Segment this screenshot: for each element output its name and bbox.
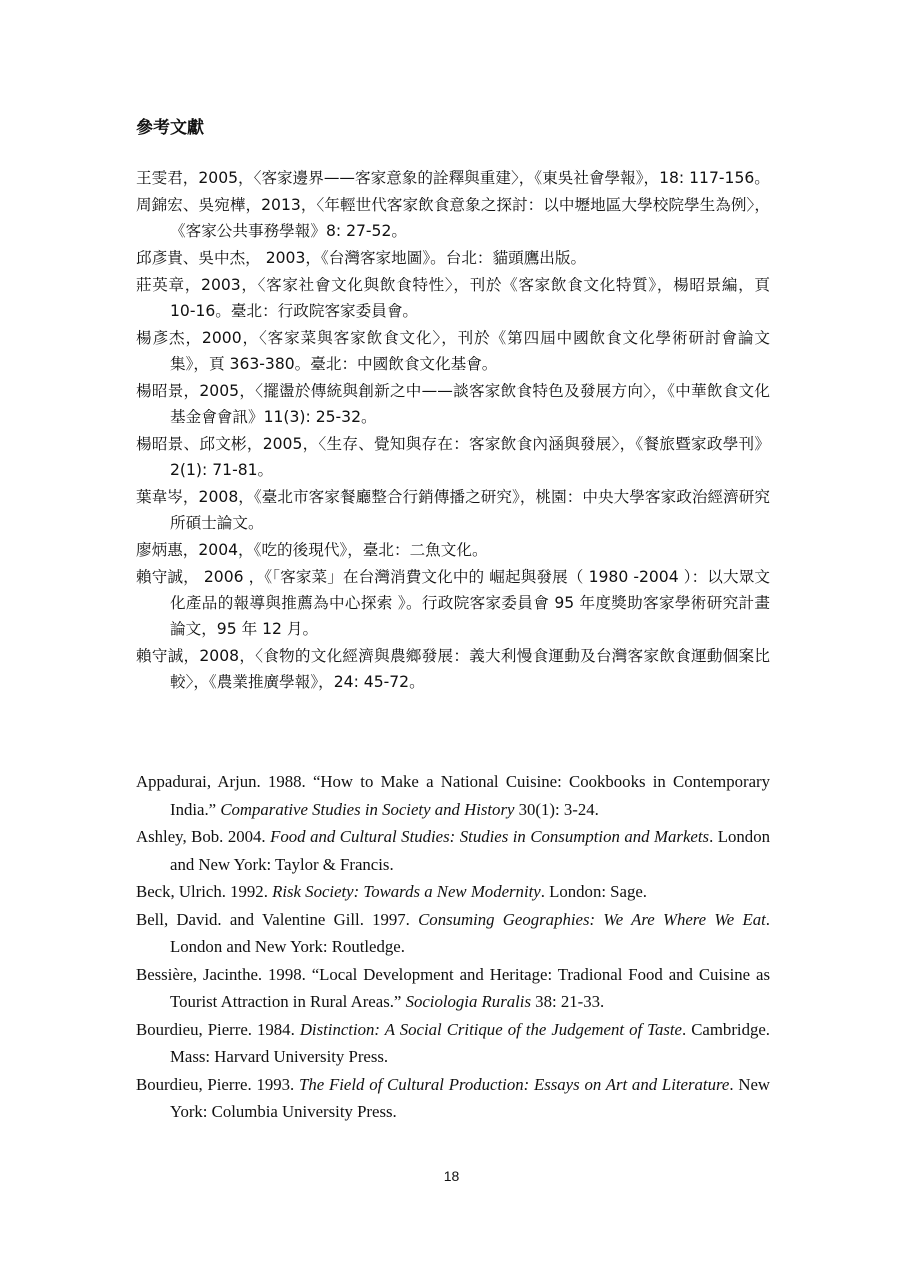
reference-entry: 楊昭景，2005，〈擺盪於傳統與創新之中——談客家飲食特色及發展方向〉，《中華飲食文化基金會會訊》11(3): 25-32。	[136, 382, 770, 426]
reference-title: Sociologia Ruralis	[405, 992, 531, 1011]
reference-text: Beck, Ulrich. 1992.	[136, 882, 273, 901]
reference-entry: 葉韋岑，2008，《臺北市客家餐廳整合行銷傳播之研究》，桃園：中央大學客家政治經濟研究所碩士論文。	[136, 488, 770, 532]
reference-text: . London and New York: Routledge.	[170, 909, 770, 956]
reference-title: Consuming Geographies: We Are Where We Eat	[418, 909, 766, 929]
reference-title: Risk Society: Towards a New Modernity	[272, 882, 541, 901]
references-heading: 參考文獻	[136, 118, 204, 138]
reference-entry: 楊彥杰，2000，〈客家菜與客家飲食文化〉，刊於《第四屆中國飲食文化學術研討會論文集》，頁 363-380。臺北：中國飲食文化基會。	[136, 329, 770, 373]
reference-text: . New York: Columbia University Press.	[170, 1074, 771, 1121]
reference-text: Bourdieu, Pierre. 1993.	[136, 1074, 300, 1094]
reference-text: Bessière, Jacinthe. 1998. “Local Development and Heritage: Tradional Food and Cuisine as Tourist Attraction in Rural Areas.”	[136, 964, 770, 1011]
reference-text: Appadurai, Arjun. 1988. “How to Make a National Cuisine: Cookbooks in Contemporary India.”	[136, 772, 770, 819]
reference-text: 38: 21-33.	[530, 992, 605, 1011]
reference-text: . London: Sage.	[540, 882, 648, 901]
reference-entry: 周錦宏、吳宛樺，2013，〈年輕世代客家飲食意象之探討：以中壢地區大學校院學生為例〉，《客家公共事務學報》8: 27-52。	[136, 196, 770, 240]
reference-entry	[136, 1016, 770, 1071]
english-references	[136, 768, 770, 1126]
reference-text: Bourdieu, Pierre. 1984.	[136, 1019, 300, 1039]
reference-title: Comparative Studies in Society and History	[220, 799, 515, 819]
reference-entry	[136, 768, 770, 823]
reference-entry: 賴守誠，2008，〈食物的文化經濟與農鄉發展：義大利慢食運動及台灣客家飲食運動個案比較〉，《農業推廣學報》，24: 45-72。	[136, 647, 770, 691]
reference-text: 30(1): 3-24.	[514, 799, 599, 819]
reference-entry: 賴守誠， 2006 ，《「客家菜」在台灣消費文化中的 崛起與發展（ 1980 -2004 ）：以大眾文化產品的報導與推薦為中心探索 》。行政院客家委員會 95 年度獎助客家學術研究計畫論文，95 年 12 月。	[136, 568, 770, 638]
reference-entry	[136, 1071, 770, 1126]
reference-title: Food and Cultural Studies: Studies in Consumption and Markets	[270, 827, 710, 846]
reference-entry	[136, 823, 770, 878]
reference-entry	[136, 961, 770, 1016]
reference-text: . London and New York: Taylor & Francis.	[170, 827, 770, 874]
reference-entry: 王雯君，2005，〈客家邊界——客家意象的詮釋與重建〉，《東吳社會學報》，18: 117-156。	[136, 169, 770, 187]
reference-entry: 邱彥貴、吳中杰， 2003，《台灣客家地圖》。台北：貓頭鷹出版。	[136, 249, 587, 267]
reference-text: . Cambridge. Mass: Harvard University Press.	[170, 1019, 771, 1066]
reference-entry: 莊英章，2003，〈客家社會文化與飲食特性〉，刊於《客家飲食文化特質》，楊昭景編，頁 10-16。臺北：行政院客家委員會。	[136, 276, 770, 320]
reference-entry	[136, 906, 770, 961]
reference-title: The Field of Cultural Production: Essays on Art and Literature	[299, 1074, 730, 1094]
page-number: 18	[443, 1168, 460, 1184]
reference-text: Ashley, Bob. 2004.	[136, 827, 271, 846]
reference-entry: 楊昭景、邱文彬，2005，〈生存、覺知與存在：客家飲食內涵與發展〉，《餐旅暨家政學刊》 2(1): 71-81。	[136, 435, 770, 479]
reference-entry	[136, 878, 770, 906]
chinese-references	[136, 165, 770, 696]
reference-entry: 廖炳惠，2004，《吃的後現代》，臺北：二魚文化。	[136, 541, 488, 559]
reference-title: Distinction: A Social Critique of the Judgement of Taste	[299, 1019, 682, 1039]
reference-text: Bell, David. and Valentine Gill. 1997.	[136, 909, 419, 929]
